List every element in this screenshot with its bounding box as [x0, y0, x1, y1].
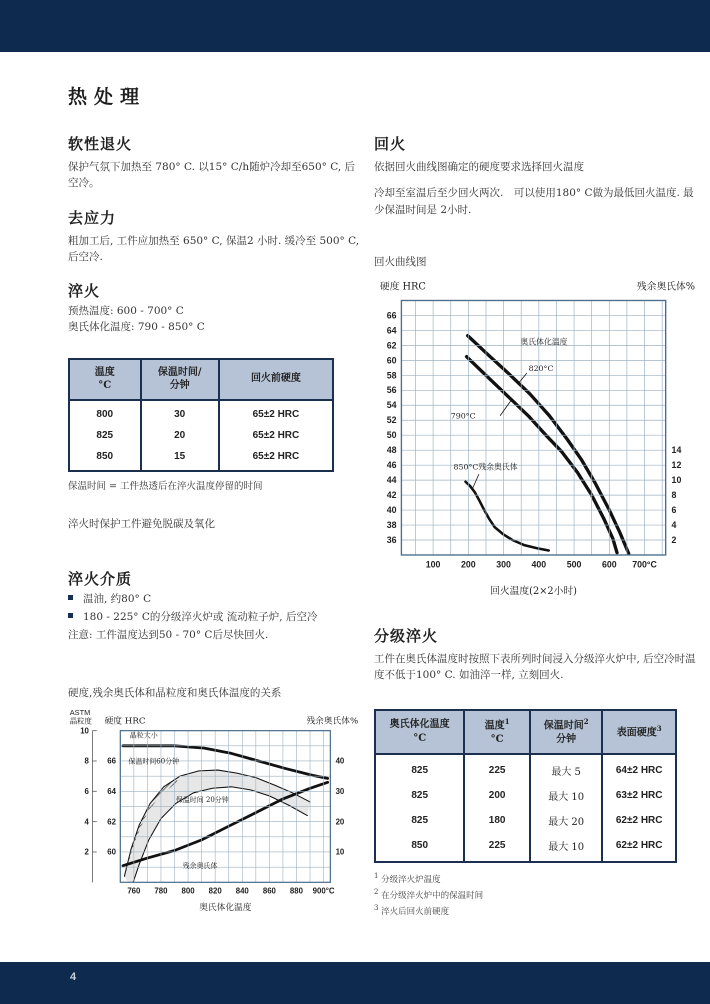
- curve-hardness-790C: [467, 356, 617, 552]
- section-heading-stress-relief: 去应力: [68, 209, 117, 227]
- svg-text:900°C: 900°C: [312, 886, 335, 896]
- svg-text:8: 8: [84, 756, 89, 766]
- stress-relief-text: 粗加工后, 工件应加热至 650° C, 保温2 小时. 缓冷至 500° C, 后空冷.: [68, 234, 360, 263]
- bullet-icon: [68, 613, 73, 618]
- svg-text:790°C: 790°C: [450, 411, 476, 421]
- section-heading-quench-media: 淬火介质: [68, 570, 133, 588]
- svg-text:20: 20: [335, 817, 345, 827]
- tempering-text-1: 依据回火曲线图确定的硬度要求选择回火温度: [374, 161, 584, 173]
- footnote: $^3$ 淬火后回火前硬度: [374, 904, 450, 918]
- svg-text:66: 66: [107, 756, 116, 766]
- svg-text:64: 64: [386, 325, 397, 336]
- svg-text:58: 58: [386, 370, 397, 381]
- svg-text:52: 52: [386, 414, 397, 425]
- right-column: [374, 109, 697, 919]
- footnotes: [374, 871, 697, 920]
- section-heading-martempering: 分级淬火: [374, 627, 439, 645]
- tempering-curve-chart: [374, 277, 697, 600]
- svg-text:820°C: 820°C: [528, 363, 554, 373]
- svg-text:780: 780: [154, 886, 168, 896]
- col-header-surface-hardness: 表面硬度$^3$: [602, 710, 676, 753]
- svg-text:42: 42: [386, 489, 397, 500]
- svg-text:38: 38: [386, 519, 397, 530]
- col-header-holding-time: 保温时间$^2$ 分钟: [530, 710, 602, 753]
- section-heading-soft-annealing: 软性退火: [68, 136, 133, 153]
- table-row: 825 180 最大 20 62±2 HRC: [375, 808, 676, 833]
- section-heading-tempering: 回火: [374, 136, 407, 153]
- svg-text:760: 760: [127, 886, 141, 896]
- svg-text:40: 40: [386, 504, 397, 515]
- svg-text:硬度 HRC: 硬度 HRC: [379, 281, 426, 293]
- preheat-temp-text: 预热温度: 600 - 700° C: [68, 305, 184, 318]
- svg-text:6: 6: [671, 504, 677, 515]
- svg-text:820: 820: [208, 886, 222, 896]
- table-row: 825 200 最大 10 63±2 HRC: [375, 783, 676, 808]
- svg-text:6: 6: [84, 786, 89, 796]
- martempering-text: 工件在奥氏体温度时按照下表所列时间浸入分级淬火炉中, 后空冷时温度不低于100° C. 如油淬一样, 立刻回火.: [374, 652, 696, 682]
- quench-media-list: [68, 591, 360, 627]
- tempering-text-2: 冷却至室温后至少回火两次. 可以使用180° C做为最低回火温度. 最少保温时间是 2小时.: [374, 187, 694, 216]
- footnote: $^1$ 分级淬火炉温度: [374, 871, 441, 885]
- svg-text:残余奥氏体%: 残余奥氏体%: [306, 716, 359, 727]
- relation-chart-caption: 硬度,残余奥氏体和晶粒度和奥氏体温度的关系: [68, 686, 282, 699]
- svg-text:850°C残余奥氏体: 850°C残余奥氏体: [453, 462, 518, 472]
- top-color-bar: [0, 0, 710, 52]
- soft-annealing-text: 保护气氛下加热至 780° C. 以15° C/h随炉冷却至650° C, 后空冷。: [68, 161, 356, 190]
- svg-text:硬度 HRC: 硬度 HRC: [104, 716, 146, 727]
- svg-text:4: 4: [84, 817, 89, 827]
- section-heading-quenching: 淬火: [68, 283, 101, 301]
- col-header-holding-time: 保温时间/ 分钟: [141, 359, 219, 400]
- col-header-temperature: 温度 °C: [69, 359, 141, 400]
- svg-text:回火温度(2×2小时): 回火温度(2×2小时): [490, 585, 577, 597]
- svg-text:12: 12: [671, 459, 682, 470]
- quench-table-header-row: [69, 359, 333, 400]
- svg-text:36: 36: [386, 534, 397, 545]
- svg-text:奥氏体化温度: 奥氏体化温度: [520, 337, 568, 347]
- svg-text:700°C: 700°C: [632, 559, 657, 570]
- svg-text:2: 2: [84, 847, 89, 857]
- svg-text:800: 800: [181, 886, 195, 896]
- svg-text:46: 46: [386, 459, 397, 470]
- martempering-table-header-row: [375, 710, 676, 753]
- svg-text:500: 500: [566, 559, 582, 570]
- svg-text:54: 54: [386, 400, 397, 411]
- svg-text:40: 40: [335, 756, 345, 766]
- table-row: 800 30 65±2 HRC: [69, 400, 333, 425]
- svg-text:8: 8: [671, 489, 677, 500]
- svg-text:200: 200: [461, 559, 476, 570]
- svg-text:60: 60: [386, 355, 397, 366]
- svg-text:10: 10: [80, 726, 89, 736]
- svg-text:4: 4: [671, 519, 677, 530]
- svg-text:2: 2: [671, 534, 677, 545]
- relation-chart-container: [68, 708, 360, 920]
- protect-note: 淬火时保护工件避免脱碳及氧化: [68, 517, 215, 530]
- table-row: 825 225 最大 5 64±2 HRC: [375, 754, 676, 783]
- svg-text:残余奥氏体%: 残余奥氏体%: [636, 281, 696, 293]
- svg-text:10: 10: [335, 847, 345, 857]
- svg-text:62: 62: [107, 817, 116, 827]
- bullet-icon: [68, 595, 73, 600]
- svg-text:840: 840: [235, 886, 249, 896]
- svg-text:奥氏体化温度: 奥氏体化温度: [199, 903, 252, 914]
- left-column: [68, 109, 360, 920]
- svg-text:100: 100: [425, 559, 441, 570]
- quench-media-notice: 注意: 工件温度达到50 - 70° C后尽快回火.: [68, 628, 269, 641]
- svg-text:晶粒大小: 晶粒大小: [129, 731, 158, 740]
- svg-text:48: 48: [386, 444, 397, 455]
- svg-text:晶粒度: 晶粒度: [69, 716, 92, 726]
- table-row: 825 20 65±2 HRC: [69, 425, 333, 446]
- martempering-table: [374, 709, 677, 862]
- svg-text:300: 300: [496, 559, 511, 570]
- page-number: 4: [70, 971, 77, 983]
- austenitizing-temp-text: 奥氏体化温度: 790 - 850° C: [68, 321, 205, 334]
- footnote: $^2$ 在分级淬火炉中的保温时间: [374, 887, 484, 901]
- svg-text:66: 66: [386, 310, 397, 321]
- svg-text:保温时间 20分钟: 保温时间 20分钟: [175, 795, 229, 804]
- svg-text:600: 600: [601, 559, 617, 570]
- svg-text:残余奥氏体: 残余奥氏体: [182, 861, 218, 870]
- bottom-color-bar: [0, 962, 710, 1004]
- table-row: 850 15 65±2 HRC: [69, 446, 333, 471]
- svg-text:10: 10: [671, 474, 682, 485]
- hardness-austenite-grain-chart: [68, 708, 360, 915]
- svg-text:保温时间60分钟: 保温时间60分钟: [128, 757, 180, 766]
- tempering-chart-caption: 回火曲线图: [374, 255, 427, 268]
- svg-text:50: 50: [386, 429, 397, 440]
- col-header-hardness-before-tempering: 回火前硬度: [219, 359, 333, 400]
- list-item: 温油, 约80° C: [68, 591, 360, 609]
- svg-text:14: 14: [671, 444, 682, 455]
- svg-text:60: 60: [107, 847, 116, 857]
- page-title: 热处理: [68, 86, 147, 108]
- quench-table-note: 保温时间 = 工件热透后在淬火温度停留的时间: [68, 480, 263, 492]
- svg-text:64: 64: [107, 786, 116, 796]
- svg-text:56: 56: [386, 385, 397, 396]
- col-header-temp: 温度$^1$ °C: [464, 710, 530, 753]
- svg-text:62: 62: [386, 340, 397, 351]
- svg-text:880: 880: [289, 886, 304, 896]
- svg-text:30: 30: [335, 786, 345, 796]
- table-row: 850 225 最大 10 62±2 HRC: [375, 833, 676, 862]
- svg-text:860: 860: [262, 886, 276, 896]
- svg-text:ASTM: ASTM: [69, 707, 91, 717]
- quench-table: [68, 358, 334, 472]
- svg-text:400: 400: [531, 559, 547, 570]
- svg-text:44: 44: [386, 474, 397, 485]
- list-item: 180 - 225° C的分级淬火炉或 流动粒子炉, 后空冷: [68, 609, 360, 627]
- tempering-chart-container: [374, 277, 697, 605]
- col-header-austenitizing-temp: 奥氏体化温度 °C: [375, 710, 464, 753]
